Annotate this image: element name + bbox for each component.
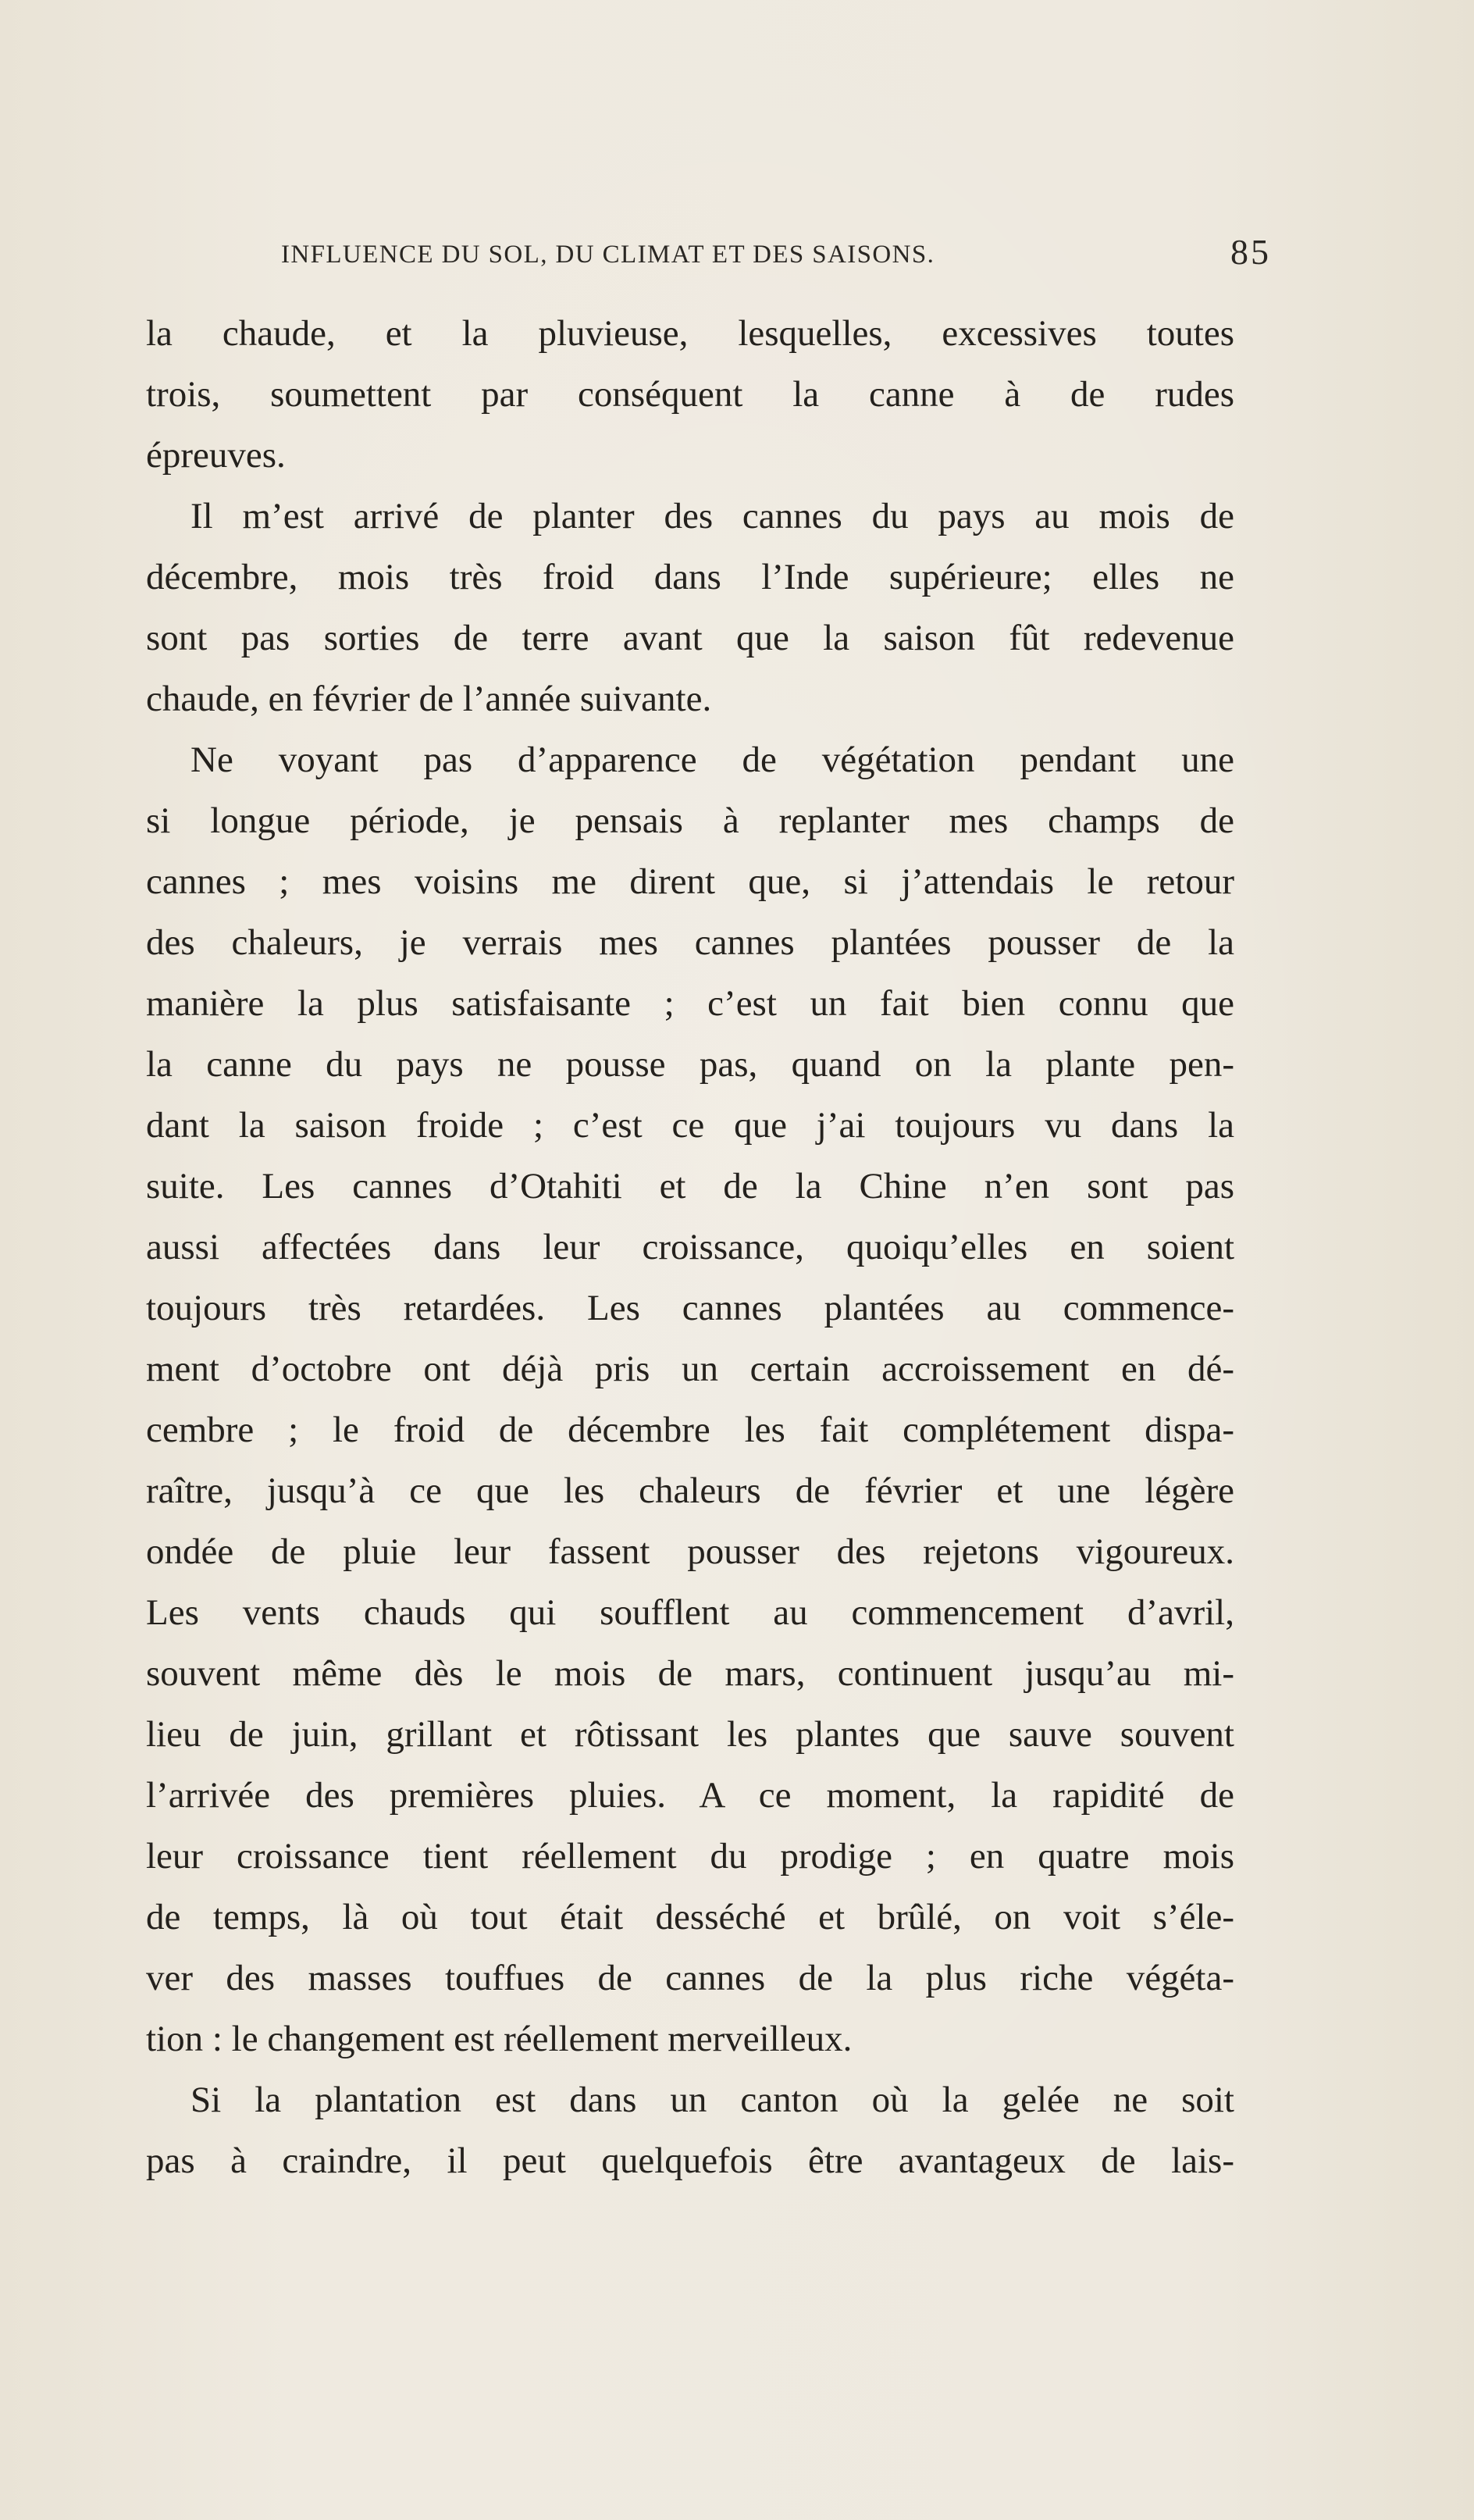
text-line: cannes ; mes voisins me dirent que, si j’attendais le retour <box>146 861 1234 902</box>
text-line: tion : le changement est réellement merveilleux. <box>146 2019 853 2059</box>
text-line: toujours très retardées. Les cannes plantées au commence- <box>146 1288 1234 1328</box>
text-line: souvent même dès le mois de mars, continuent jusqu’au mi- <box>146 1653 1234 1694</box>
text-line: lieu de juin, grillant et rôtissant les plantes que sauve souvent <box>146 1714 1234 1755</box>
text-line: ondée de pluie leur fassent pousser des rejetons vigoureux. <box>146 1531 1234 1572</box>
text-line: des chaleurs, je verrais mes cannes plantées pousser de la <box>146 922 1234 963</box>
text-line: chaude, en février de l’année suivante. <box>146 679 712 719</box>
text-line: de temps, là où tout était desséché et brûlé, on voit s’éle- <box>146 1897 1234 1937</box>
text-line: leur croissance tient réellement du prodige ; en quatre mois <box>146 1836 1234 1877</box>
text-line: aussi affectées dans leur croissance, quoiqu’elles en soient <box>146 1227 1234 1267</box>
text-line: suite. Les cannes d’Otahiti et de la Chine n’en sont pas <box>146 1166 1234 1207</box>
text-line: Les vents chauds qui soufflent au commencement d’avril, <box>146 1592 1234 1633</box>
text-line: décembre, mois très froid dans l’Inde supérieure; elles ne <box>146 557 1234 597</box>
running-title: INFLUENCE DU SOL, DU CLIMAT ET DES SAISONS. <box>281 241 935 269</box>
text-line: raître, jusqu’à ce que les chaleurs de février et une légère <box>146 1470 1234 1511</box>
text-line: ver des masses touffues de cannes de la plus riche végéta- <box>146 1958 1234 1998</box>
text-line: la chaude, et la pluvieuse, lesquelles, excessives toutes <box>146 313 1234 354</box>
text-line: Ne voyant pas d’apparence de végétation pendant une <box>190 740 1234 780</box>
text-line: sont pas sorties de terre avant que la saison fût redevenue <box>146 618 1234 658</box>
text-line: épreuves. <box>146 435 286 476</box>
text-line: pas à craindre, il peut quelquefois être avantageux de lais- <box>146 2140 1234 2181</box>
body-text <box>146 303 1234 2191</box>
text-line: l’arrivée des premières pluies. A ce moment, la rapidité de <box>146 1775 1234 1816</box>
page-number: 85 <box>1230 232 1271 272</box>
text-line: ment d’octobre ont déjà pris un certain accroissement en dé- <box>146 1349 1234 1389</box>
text-line: dant la saison froide ; c’est ce que j’ai toujours vu dans la <box>146 1105 1234 1146</box>
text-line: cembre ; le froid de décembre les fait complétement dispa- <box>146 1410 1234 1450</box>
text-line: Si la plantation est dans un canton où la gelée ne soit <box>190 2080 1234 2120</box>
text-line: manière la plus satisfaisante ; c’est un fait bien connu que <box>146 983 1234 1024</box>
text-line: si longue période, je pensais à replanter mes champs de <box>146 800 1234 841</box>
text-line: Il m’est arrivé de planter des cannes du pays au mois de <box>190 496 1234 536</box>
text-line: la canne du pays ne pousse pas, quand on la plante pen- <box>146 1044 1234 1085</box>
text-line: trois, soumettent par conséquent la canne à de rudes <box>146 374 1234 415</box>
running-header <box>281 231 1271 294</box>
